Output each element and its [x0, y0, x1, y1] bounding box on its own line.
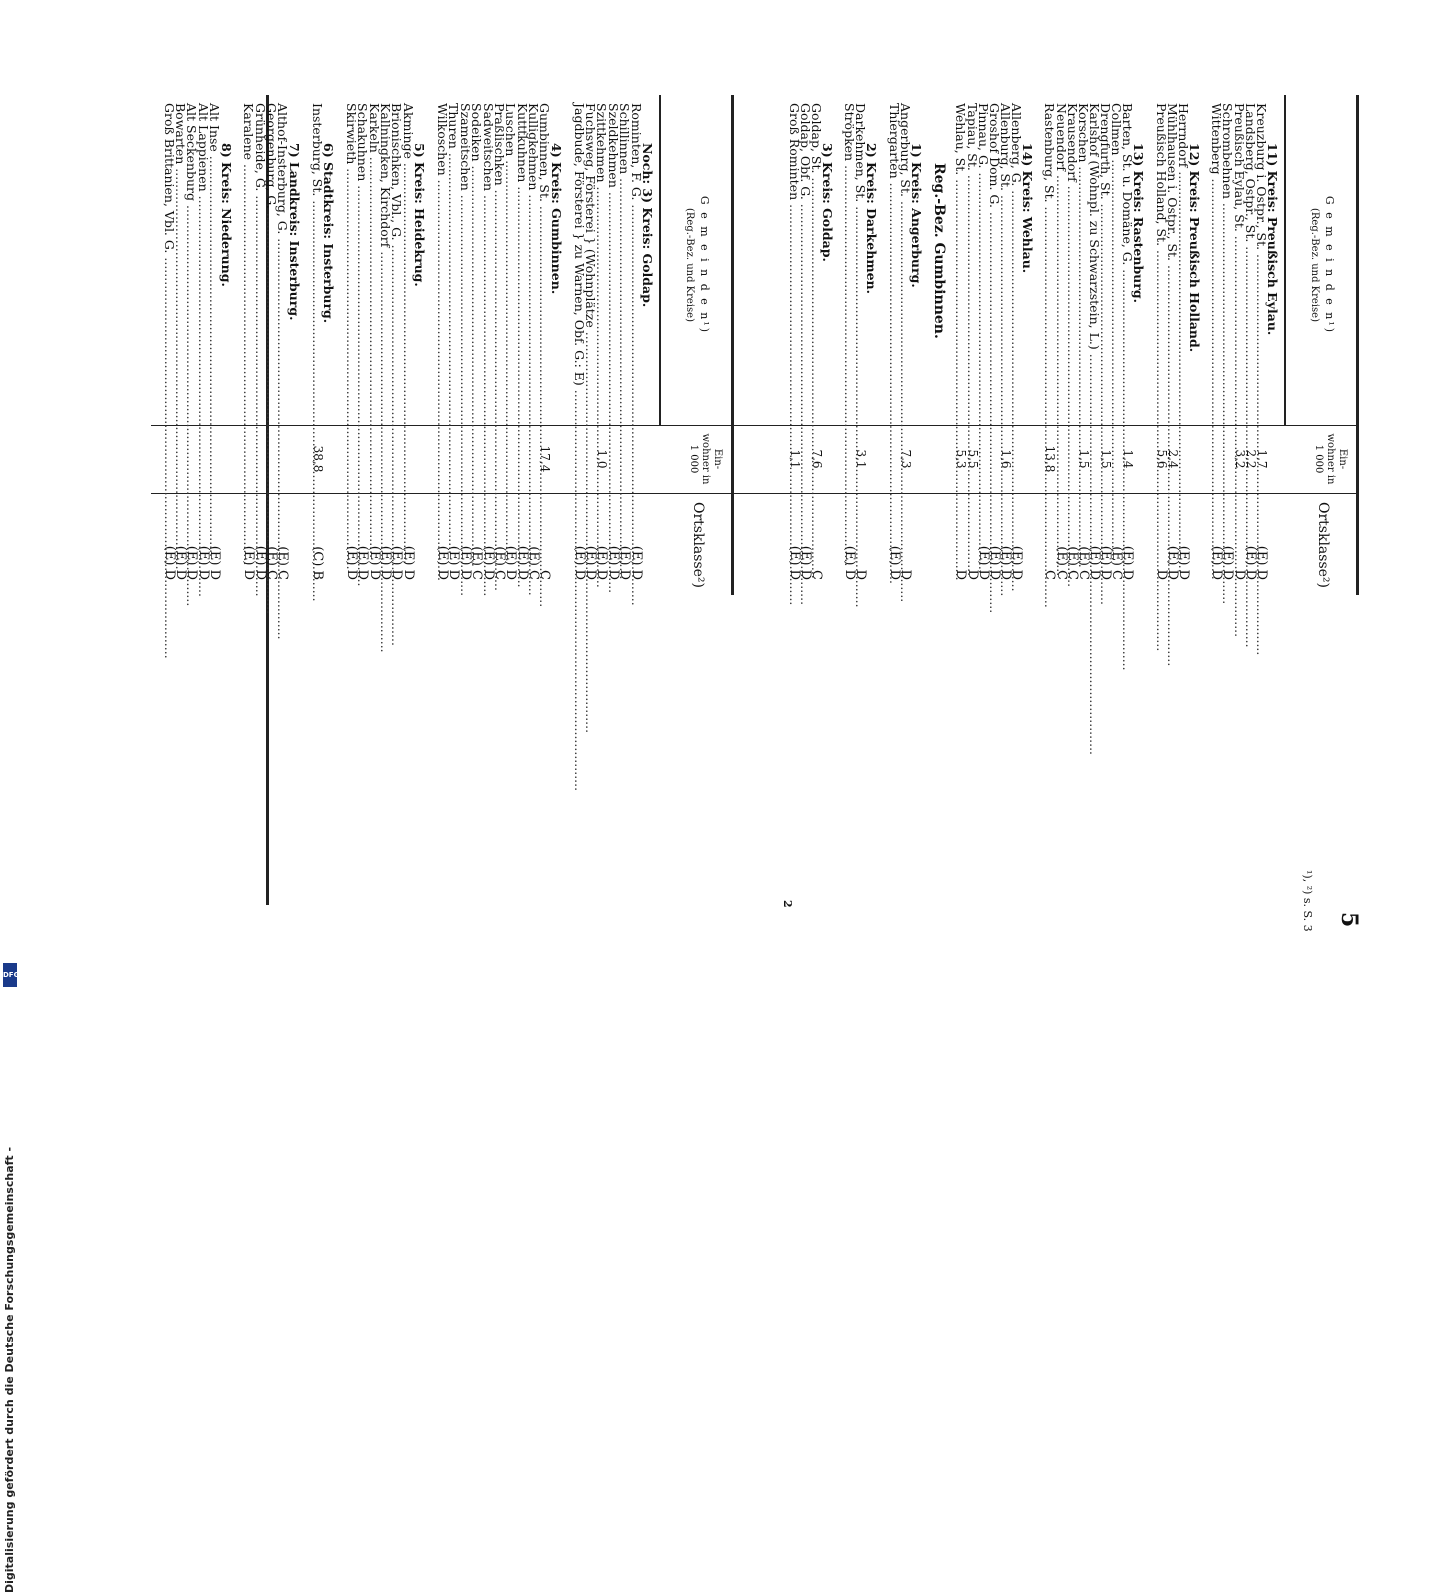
place-name: 2) Kreis: Darkehmen. — [864, 143, 880, 294]
place-name: Jagdbude, Försterei } zu Warnen, Obf. G.: E) ..... — [573, 103, 584, 425]
header-subtitle: (Reg.-Bez. und Kreise) — [684, 208, 695, 322]
table-row — [434, 95, 450, 595]
class-value: (E) C — [1053, 546, 1069, 580]
place-name: Bowarten ..... — [175, 103, 186, 425]
inhabitants-value: 5,5 — [965, 449, 980, 469]
place-name: Groshof Dom. G. ..... — [989, 103, 1000, 425]
place-name: Praßlischken ..... — [494, 103, 505, 425]
place-name: Ströpken ..... — [844, 103, 855, 425]
class-value: (E) D — [986, 545, 1002, 580]
class-value: (E) D — [1120, 545, 1136, 580]
inhabitants-value: 17,4 — [538, 445, 553, 473]
class-value: (E) D — [594, 545, 610, 580]
table-row — [195, 95, 211, 595]
place-name: Reg.-Bez. Gumbinnen. — [931, 163, 948, 339]
class-value: (E) C — [491, 546, 507, 580]
header-title: G e m e i n d e n¹) — [1323, 195, 1336, 335]
place-name: Rastenburg, St. ..... — [1044, 103, 1055, 425]
inhabitants-value: 2,4 — [1165, 449, 1180, 469]
place-name: Angerburg, St. ..... — [900, 103, 911, 425]
inhabitants-value: 5,3 — [954, 449, 969, 469]
table-row — [1220, 95, 1236, 595]
class-value: (E) D — [366, 545, 382, 580]
place-name: Karlshof (Wohnpl. zu Schwarzstein, L.) ..... — [1089, 103, 1100, 425]
place-name: Tapiau, St. ..... — [966, 103, 977, 425]
spacer-row — [1145, 95, 1156, 595]
place-name: Szameitschen ..... — [459, 103, 470, 425]
class-value: (E) D — [1009, 545, 1025, 580]
place-name: Herrndorf ..... — [1178, 103, 1189, 425]
place-name: Preußisch Eylau, St. ..... — [1233, 103, 1244, 425]
class-value: D — [964, 569, 980, 580]
class-value: (E) D — [161, 545, 177, 580]
class-value: (E) D — [514, 545, 530, 580]
class-value: (E) C — [1109, 546, 1125, 580]
sidebar — [0, 603, 20, 1593]
table-row — [953, 95, 969, 595]
class-value: (E) D — [446, 545, 462, 580]
class-value: (E) D — [1098, 545, 1114, 580]
place-name: Groß Rominten ..... — [788, 103, 799, 425]
header-title: G e m e i n d e n¹) — [698, 195, 711, 335]
place-name: Szittkehmen ..... — [596, 103, 607, 425]
dfg-logo: DFG — [3, 963, 17, 987]
place-name: 12) Kreis: Preußisch Holland. — [1187, 143, 1203, 353]
place-name: Groß Brittanien, Vbl. G. ..... — [163, 103, 174, 425]
place-name: Barten, St. u. Domäne, G. ..... — [1122, 103, 1133, 425]
table-row — [1153, 95, 1169, 595]
place-name: Luschen ..... — [505, 103, 516, 425]
inhabitants-value: 1,7 — [1254, 449, 1269, 469]
place-name: Schakuhnen ..... — [357, 103, 368, 425]
class-value: (E) C — [469, 546, 485, 580]
place-name: Schillinnen ..... — [619, 103, 630, 425]
table-row — [457, 95, 473, 595]
class-value: (E) D — [571, 545, 587, 580]
place-name: Akminge ..... — [402, 103, 413, 425]
inhabitants-value: 1,5 — [1076, 449, 1091, 469]
table-row — [1209, 95, 1225, 595]
place-name: Allenburg, St. ..... — [1000, 103, 1011, 425]
class-value: (E) D — [378, 545, 394, 580]
class-value: (E) D — [583, 545, 599, 580]
table-row — [1042, 95, 1058, 595]
place-name: Fuchsweg, Försterei } (Wohnplätze ..... — [585, 103, 596, 425]
inhabitants-value: 3,1 — [854, 449, 869, 469]
place-name: Allenberg, G. ..... — [1011, 103, 1022, 425]
place-name: Pinnau, G. ..... — [978, 103, 989, 425]
header-inhabitants: Ein-wohner in 1 000 — [1313, 433, 1348, 485]
class-value: (E) C — [526, 546, 542, 580]
rows-right — [163, 95, 653, 595]
section-heading — [931, 95, 948, 595]
class-value: D — [1231, 569, 1247, 580]
header-inhabitants: Ein-wohner in 1 000 — [688, 433, 723, 485]
class-value: (E) D — [400, 545, 416, 580]
place-name: Korschen ..... — [1078, 103, 1089, 425]
class-value: (E) D — [480, 545, 496, 580]
table-row — [241, 95, 257, 595]
class-value: (E) D — [241, 545, 257, 580]
place-name: Kulligkehmen ..... — [528, 103, 539, 425]
inhabitants-value: 7,3 — [898, 449, 913, 469]
table-row — [514, 95, 530, 595]
place-name: Karalene ..... — [243, 103, 254, 425]
place-name: Schrombehnen ..... — [1222, 103, 1233, 425]
inhabitants-value: 3,2 — [1232, 449, 1247, 469]
section-heading — [1131, 95, 1147, 595]
class-value: D — [953, 569, 969, 580]
class-value: D — [897, 569, 913, 580]
class-value: (E) D — [628, 545, 644, 580]
funding-note: Digitalisierung gefördert durch die Deutsche Forschungsgemeinschaft - — [3, 1146, 16, 1593]
inhabitants-value: 1,5 — [1099, 449, 1114, 469]
class-value: C — [808, 570, 824, 580]
place-name: Sodeiken ..... — [471, 103, 482, 425]
header-subtitle: (Reg.-Bez. und Kreise) — [1309, 208, 1320, 322]
class-value: (E) D — [355, 545, 371, 580]
place-name: Noch: 3) Kreis: Goldap. — [640, 143, 655, 308]
place-name: Krausendorf ..... — [1067, 103, 1078, 425]
place-name: Wilkoschen ..... — [437, 103, 448, 425]
place-name: 8) Kreis: Niederung. — [218, 143, 234, 287]
class-value: (E) D — [195, 545, 211, 580]
class-value: (E) D — [797, 545, 813, 580]
place-name: Gumbinnen, St. ..... — [539, 103, 550, 425]
class-value: (E) D — [457, 545, 473, 580]
header-rule — [1284, 95, 1286, 425]
inhabitants-value: 1,1 — [787, 449, 802, 469]
place-name: 14) Kreis: Wehlau. — [1020, 143, 1036, 274]
place-name: Brionischken, Vbl., G. ..... — [391, 103, 402, 425]
place-name: Drengfurth, St. ..... — [1100, 103, 1111, 425]
table-row — [964, 95, 980, 595]
class-value: (E) D — [617, 545, 633, 580]
table-row — [252, 95, 268, 595]
place-name: Goldap, St. ..... — [811, 103, 822, 425]
class-value: C — [1042, 570, 1058, 580]
class-value: (E) D — [886, 545, 902, 580]
place-name: Neuendorf ..... — [1055, 103, 1066, 425]
class-value: (E) D — [842, 545, 858, 580]
section-heading — [286, 95, 302, 595]
place-name: 3) Kreis: Goldap. — [820, 143, 835, 262]
inhabitants-value: 5,6 — [1154, 449, 1169, 469]
class-value: (E) D — [343, 545, 359, 580]
class-value: (E) D — [1253, 545, 1269, 580]
table-row — [786, 95, 802, 595]
table-row — [161, 95, 177, 595]
class-value: (E) D — [975, 545, 991, 580]
inhabitants-value: 7,6 — [809, 449, 824, 469]
table-row — [309, 95, 325, 595]
place-name: 13) Kreis: Rastenburg. — [1131, 143, 1147, 303]
place-name: Sadweitschen ..... — [482, 103, 493, 425]
class-value: (E) D — [1242, 545, 1258, 580]
class-value: C — [537, 570, 553, 580]
place-name: Insterburg, St. ..... — [311, 103, 322, 425]
place-name: Kallningken, Kirchdorf ..... — [380, 103, 391, 425]
class-value: D — [853, 569, 869, 580]
class-value: (E) D — [1220, 545, 1236, 580]
class-value: (E) D — [786, 545, 802, 580]
class-value: (E) D — [172, 545, 188, 580]
place-name: Karkeln ..... — [368, 103, 379, 425]
class-value: (E) D — [184, 545, 200, 580]
place-name: Georgenburg, G. ..... — [266, 103, 277, 425]
class-value: (E) D — [998, 545, 1013, 580]
class-value: (E) D — [1209, 545, 1225, 580]
table-row — [343, 95, 359, 595]
inhabitants-value: 1,4 — [1121, 449, 1136, 469]
class-value: (E) C — [275, 546, 291, 580]
section-heading — [864, 95, 880, 595]
class-value: (E) D — [1176, 545, 1191, 580]
table-row — [842, 95, 858, 595]
table-row — [886, 95, 902, 595]
place-name: Althof-Insterburg, G. ..... — [277, 103, 288, 425]
place-name: Wehlau, St. ..... — [955, 103, 966, 425]
table-row — [571, 95, 587, 595]
class-value: (E) D — [434, 545, 450, 580]
inhabitants-value: 1,6 — [999, 449, 1013, 469]
place-name: Kreuzburg i. Ostpr., St. ..... — [1256, 103, 1267, 425]
inhabitants-value: 2,2 — [1243, 449, 1258, 469]
place-name: 6) Stadtkreis: Insterburg. — [321, 143, 337, 324]
place-name: Mühlhausen i. Ostpr., St. ..... — [1167, 103, 1178, 425]
class-value: (E) D — [252, 545, 268, 580]
inhabitants-value: 13,8 — [1043, 445, 1058, 473]
header-class: Ortsklasse²) — [690, 501, 706, 589]
place-name: Thuren ..... — [448, 103, 459, 425]
place-name: 4) Kreis: Gumbinnen. — [548, 143, 564, 295]
section-heading — [548, 95, 564, 595]
table-row — [605, 95, 621, 595]
place-name: Collmen ..... — [1111, 103, 1122, 425]
place-name: Darkehmen, St. ..... — [855, 103, 866, 425]
place-name: Alt Inse ..... — [209, 103, 220, 425]
place-name: Rominten, F. G. ..... — [630, 103, 641, 425]
table-right — [151, 95, 734, 595]
place-name: Preußisch Holland, St. ..... — [1156, 103, 1167, 425]
place-name: Szeldkehmen ..... — [607, 103, 618, 425]
place-name: 11) Kreis: Preußisch Eylau. — [1265, 143, 1280, 336]
footnote-marker: ¹), ²) s. S. 3 — [1301, 870, 1314, 932]
table-row — [1053, 95, 1069, 595]
place-name: Thiergarten ..... — [889, 103, 900, 425]
header-rule — [659, 95, 661, 425]
class-value: (E) C — [1075, 546, 1091, 580]
class-value: (E) D — [1164, 545, 1180, 580]
place-name: Wittenberg ..... — [1211, 103, 1222, 425]
table-row — [1231, 95, 1247, 595]
class-value: (E) C — [264, 546, 280, 580]
place-name: Alt Seckenburg ..... — [186, 103, 197, 425]
place-name: 5) Kreis: Heidekrug. — [412, 143, 428, 287]
inhabitants-value: 1,0 — [595, 449, 610, 469]
header-class: Ortsklasse²) — [1315, 501, 1331, 589]
place-name: Alt Lappienen ..... — [197, 103, 208, 425]
place-name: Goldap, Obf. G. ..... — [800, 103, 811, 425]
class-value: (E) C — [1064, 546, 1080, 580]
place-name: 7) Landkreis: Insterburg. — [286, 143, 302, 321]
place-name: 1) Kreis: Angerburg. — [909, 143, 924, 288]
inhabitants-value: 38,8 — [310, 445, 325, 473]
rows-left — [786, 95, 1280, 595]
class-value: (E) D — [605, 545, 621, 580]
class-value: (E) D — [389, 545, 405, 580]
table-left — [776, 95, 1359, 595]
place-name: Skirwieth ..... — [345, 103, 356, 425]
class-value: D — [1153, 569, 1169, 580]
place-name: Kutttkuhnen ..... — [516, 103, 527, 425]
place-name: Landsberg, Ostpr., St. ..... — [1245, 103, 1256, 425]
class-value: (E) D — [207, 545, 223, 580]
class-value: (E) D — [503, 545, 519, 580]
class-value: (E) D — [1087, 545, 1102, 580]
class-value: (C) B — [309, 546, 325, 580]
page-footer-number: 2 — [781, 900, 794, 908]
table-row — [400, 95, 416, 595]
spacer-row — [878, 95, 889, 595]
page-number: 5 — [1336, 912, 1362, 928]
place-name: Grünheide, G. ..... — [254, 103, 265, 425]
